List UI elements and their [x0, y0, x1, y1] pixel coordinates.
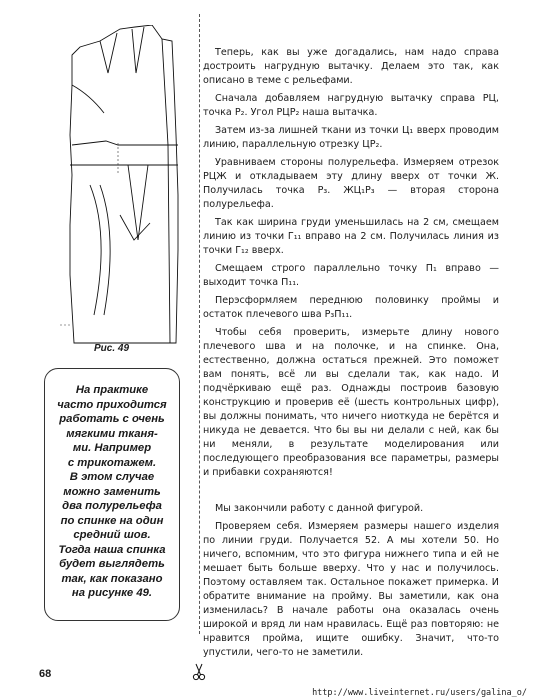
- paragraph: Мы закончили работу с данной фигурой.: [215, 503, 424, 514]
- note-line: средний шов.: [73, 529, 151, 541]
- center-line: [162, 39, 170, 343]
- paragraph: Сначала добавляем нагрудную вытачку справа РЦ, точка Р₂. Угол РЦР₂ наша вытачка.: [203, 93, 499, 118]
- note-line: часто приходится: [57, 398, 167, 411]
- note-line: мягкими тканя-: [66, 427, 158, 440]
- note-line: На практике: [75, 384, 149, 396]
- note-line: В этом случае: [69, 471, 155, 483]
- pattern-drawing: [60, 25, 190, 345]
- side-dart-left: [90, 185, 101, 315]
- note-line: работать с очень: [59, 413, 165, 425]
- paragraph: Так как ширина груди уменьшилась на 2 см, смещаем линию из точки Г₁₁ вправо на 2 см. Получилась линия из точки Г₁₂ вверх.: [203, 217, 499, 256]
- scissors-icon: [192, 663, 206, 681]
- note-line: будет выглядеть: [59, 558, 165, 570]
- note-line: на рисунке 49.: [71, 587, 153, 599]
- note-line: с трикотажем.: [67, 456, 157, 469]
- paragraph: Проверяем себя. Измеряем размеры нашего изделия по линии груди. Получается 52. А мы хотели 50. Но ничего, вспомним, что это фигура нижнего типа и ей не мешает быть больше вверху. Что у нас и получилось. Поэтому оставляем так. Остальное покажет примерка. И обратите внимание на пройму. Вы заметили, как она изменилась? В начале работы она оказалась очень широкой и вряд ли нам нравилась. Ещё раз повторяю: не нравится пройма, ищите ошибку. Значит, что-то упустили, чего-то не заметили.: [203, 521, 499, 658]
- paragraph: Затем из-за лишней ткани из точки Ц₁ вверх проводим линию, параллельную отрезку ЦР₂.: [203, 125, 499, 150]
- note-line: ми. Например: [72, 442, 152, 454]
- footer-url[interactable]: http://www.liveinternet.ru/users/galina_o/: [312, 688, 527, 698]
- page-number: 68: [39, 668, 52, 680]
- note-line: можно заменить: [63, 485, 161, 498]
- side-line: [72, 141, 178, 145]
- page-dashed-border: [199, 14, 200, 634]
- note-box: [44, 368, 180, 621]
- paragraph: Перэсформляем переднюю половинку проймы и остаток плечевого шва Р₃П₁₁.: [203, 295, 499, 320]
- note-line: так, как показано: [61, 572, 163, 585]
- figure-caption: Рис. 49: [94, 343, 130, 354]
- paragraph: Чтобы себя проверить, измерьте длину нового плечевого шва и на полочке, и на спинке. Она, естественно, должна остаться прежней. Это поможет вам понять, всё ли вы сделали так, как надо. И подчёркиваю ещё раз. Однажды построив базовую конструкцию и проверив её (шесть контрольных цифр), вы должны понимать, что ничего ниоткуда не берётся и никуда не девается. Что бы вы ни делали с ней, как бы ни меняли, в результате моделирования или последующего преобразования все параметры, размеры и прибавки сохраняются!: [203, 327, 499, 478]
- note-line: два полурельефа: [62, 500, 162, 512]
- paragraph: Смещаем строго параллельно точку П₁ вправо — выходит точка П₁₁.: [203, 263, 499, 288]
- pattern-outline: [70, 25, 178, 343]
- paragraph: Теперь, как вы уже догадались, нам надо справа достроить нагрудную вытачку. Делаем это так, как описано в теме с рельефами.: [203, 47, 499, 86]
- shoulder-dart: [132, 27, 144, 73]
- note-line: Тогда наша спинка: [58, 543, 166, 556]
- note-line: по спинке на один: [60, 514, 164, 527]
- body-text: [203, 46, 499, 664]
- paragraph: Уравниваем стороны полурельефа. Измеряем отрезок РЦЖ и откладываем эту длину вверх от точки Ж. Получилась точка Р₃. ЖЦ₁Р₃ — вторая сторона полурельефа.: [203, 157, 499, 210]
- armhole-line: [72, 85, 104, 113]
